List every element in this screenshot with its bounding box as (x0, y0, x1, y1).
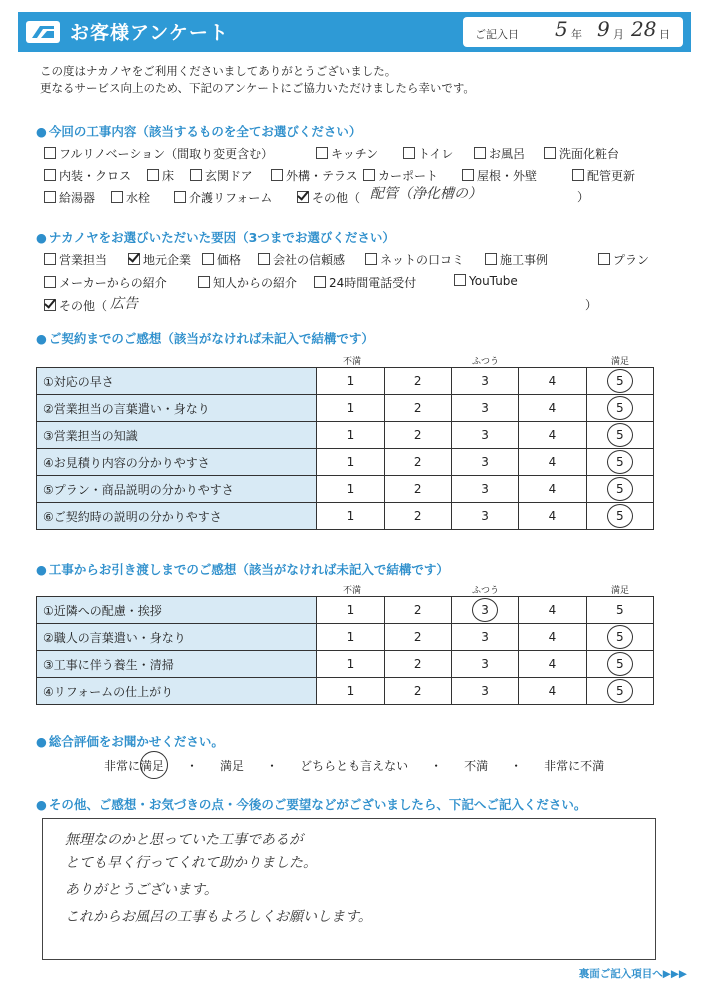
checkbox[interactable] (44, 147, 56, 159)
rating-option-1[interactable] (317, 597, 384, 624)
rating-option-2[interactable] (384, 651, 451, 678)
checkbox[interactable] (44, 276, 56, 288)
comment-box[interactable] (42, 818, 656, 960)
checkbox[interactable] (403, 147, 415, 159)
rating-number: 3 (481, 455, 489, 469)
comment-line: とても早く行ってくれて助かりました。 (65, 855, 317, 871)
rating-number: 5 (615, 428, 624, 442)
rating-option-4[interactable] (519, 368, 586, 395)
overall-option[interactable]: どちらとも言えない (300, 759, 409, 773)
rating-number: 5 (615, 374, 624, 388)
option-label: 24時間電話受付 (329, 276, 417, 290)
date-year-unit: 年 (571, 28, 582, 41)
checkbox[interactable] (462, 169, 474, 181)
rating-number: 4 (548, 401, 557, 415)
rating-number: 5 (615, 630, 624, 644)
selected-circle-mark (472, 598, 498, 622)
rating-number: 4 (548, 455, 557, 469)
rating-question: ③工事に伴う養生・清掃 (37, 651, 317, 678)
checkbox[interactable] (128, 253, 140, 265)
rating-number: 2 (413, 455, 422, 469)
rating-number: 1 (346, 684, 355, 698)
selected-circle-mark (607, 450, 633, 474)
rating-number: 5 (615, 657, 624, 671)
q4-scale-low: 不満 (343, 586, 362, 596)
rating-option-4[interactable] (519, 651, 586, 678)
selected-circle-mark (140, 751, 168, 779)
rating-option-4[interactable] (519, 624, 586, 651)
rating-option-1[interactable] (317, 422, 384, 449)
selected-circle-mark (607, 504, 633, 528)
selected-circle-mark (607, 396, 633, 420)
rating-row (37, 651, 654, 678)
option-label: 玄関ドア (205, 169, 253, 183)
rating-option-3[interactable] (451, 476, 518, 503)
q2-option[interactable] (454, 274, 518, 288)
q1-option[interactable] (147, 167, 174, 184)
q2-option[interactable] (314, 274, 416, 291)
rating-number: 5 (615, 482, 624, 496)
q4-scale-high: 満足 (611, 586, 630, 596)
option-label: ネットの口コミ (380, 253, 465, 267)
option-label: 給湯器 (59, 191, 96, 205)
rating-question: ⑥ご契約時の説明の分かりやすさ (37, 503, 317, 530)
rating-question: ④お見積り内容の分かりやすさ (37, 449, 317, 476)
q2-option[interactable] (598, 251, 649, 268)
q2-option[interactable] (365, 251, 464, 268)
option-label: 会社の信頼感 (273, 253, 346, 267)
rating-number: 1 (346, 657, 355, 671)
rating-number: 2 (413, 684, 422, 698)
selected-circle-mark (607, 625, 633, 649)
q3-scale-low: 不満 (343, 357, 362, 367)
q1-option[interactable] (572, 167, 635, 184)
rating-option-5[interactable] (586, 449, 653, 476)
rating-question: ④リフォームの仕上がり (37, 678, 317, 705)
rating-row (37, 597, 654, 624)
q1-option[interactable] (544, 145, 619, 162)
rating-number: 2 (413, 374, 422, 388)
rating-number: 2 (413, 428, 422, 442)
q1-title: ● 今回の工事内容（該当するものを全てお選びください） (36, 122, 361, 140)
rating-option-1[interactable] (317, 651, 384, 678)
rating-option-4[interactable] (519, 678, 586, 705)
next-page-link[interactable]: 裏面ご記入項目へ▶▶▶ (578, 968, 687, 980)
rating-number: 2 (413, 603, 422, 617)
rating-question: ①近隣への配慮・挨拶 (37, 597, 317, 624)
option-label: カーポート (378, 169, 439, 183)
intro-line: この度はナカノヤをご利用くださいましてありがとうございました。 (40, 64, 397, 78)
rating-number: 3 (481, 684, 489, 698)
intro-line: 更なるサービス向上のため、下記のアンケートにご協力いただけましたら幸いです。 (40, 81, 475, 95)
checkbox[interactable] (174, 191, 186, 203)
logo-icon (26, 21, 60, 43)
selected-circle-mark (607, 369, 633, 393)
rating-option-1[interactable] (317, 476, 384, 503)
rating-option-2[interactable] (384, 422, 451, 449)
q1-option[interactable] (44, 189, 95, 206)
rating-number: 5 (615, 603, 624, 617)
option-label: フルリノベーション（間取り変更含む） (59, 147, 274, 161)
rating-number: 4 (548, 428, 557, 442)
rating-option-5[interactable] (586, 597, 653, 624)
rating-option-3[interactable] (451, 678, 518, 705)
q1-option[interactable] (174, 189, 272, 206)
rating-question: ③営業担当の知識 (37, 422, 317, 449)
rating-option-3[interactable] (451, 395, 518, 422)
intro-text (40, 63, 475, 97)
rating-option-2[interactable] (384, 368, 451, 395)
checkbox[interactable] (44, 253, 56, 265)
checkbox[interactable] (258, 253, 270, 265)
q2-option[interactable] (485, 251, 548, 268)
rating-option-2[interactable] (384, 597, 451, 624)
checkbox[interactable] (485, 253, 497, 265)
q1-other-text: 配管（浄化槽の） (370, 186, 482, 202)
option-label: 外構・テラス (286, 169, 358, 183)
q1-option[interactable] (44, 145, 273, 162)
q1-option[interactable] (474, 145, 525, 162)
rating-option-3[interactable] (451, 368, 518, 395)
checkbox[interactable] (454, 274, 466, 286)
option-label: お風呂 (489, 147, 526, 161)
checkbox[interactable] (111, 191, 123, 203)
date-label: ご記入日 (475, 28, 519, 41)
checkbox[interactable] (544, 147, 556, 159)
checkbox[interactable] (271, 169, 283, 181)
option-label: 地元企業 (143, 253, 192, 267)
page-title: お客様アンケート (70, 22, 229, 44)
option-label: 内装・クロス (59, 169, 132, 183)
rating-option-3[interactable] (451, 624, 518, 651)
separator: ・ (430, 759, 443, 773)
option-label: キッチン (331, 147, 379, 161)
rating-number: 3 (481, 374, 489, 388)
rating-option-5[interactable] (586, 476, 653, 503)
q2-option[interactable] (128, 251, 191, 268)
checkbox[interactable] (363, 169, 375, 181)
option-label: メーカーからの紹介 (59, 276, 167, 290)
option-label: プラン (613, 253, 650, 267)
rating-number: 4 (548, 482, 557, 496)
q1-option[interactable] (271, 167, 358, 184)
rating-option-5[interactable] (586, 624, 653, 651)
rating-number: 2 (413, 657, 422, 671)
option-label: 営業担当 (59, 253, 108, 267)
rating-number: 1 (346, 603, 355, 617)
rating-number: 3 (481, 401, 489, 415)
checkbox[interactable] (297, 191, 309, 203)
rating-option-4[interactable] (519, 449, 586, 476)
q1-option[interactable] (44, 167, 131, 184)
q1-option[interactable] (403, 145, 453, 162)
checkbox[interactable] (198, 276, 210, 288)
date-month: 9 (597, 17, 610, 41)
overall-option[interactable]: 非常に満足 (104, 757, 164, 774)
rating-number: 1 (346, 455, 355, 469)
rating-option-5[interactable] (586, 395, 653, 422)
date-field[interactable] (463, 17, 683, 47)
checkbox[interactable] (44, 299, 56, 311)
rating-number: 1 (346, 630, 355, 644)
rating-row (37, 624, 654, 651)
rating-number: 1 (346, 374, 355, 388)
q6-title: ● その他、ご感想・お気づきの点・今後のご要望などがございましたら、下記へご記入ください。 (36, 795, 586, 813)
option-label: 配管更新 (587, 169, 636, 183)
rating-option-4[interactable] (519, 503, 586, 530)
header-bar (18, 12, 691, 52)
option-label: 知人からの紹介 (213, 276, 298, 290)
q3-title: ● ご契約までのご感想（該当がなければ未記入で結構です） (36, 329, 374, 347)
checkbox[interactable] (147, 169, 159, 181)
rating-number: 2 (413, 509, 422, 523)
q2-other-text: 広告 (110, 296, 138, 312)
rating-number: 3 (481, 509, 489, 523)
checkbox[interactable] (190, 169, 202, 181)
overall-option[interactable]: 非常に不満 (544, 759, 605, 773)
rating-number: 5 (615, 684, 624, 698)
rating-option-1[interactable] (317, 368, 384, 395)
rating-number: 3 (481, 630, 489, 644)
checkbox[interactable] (316, 147, 328, 159)
q2-other-close: ） (585, 298, 598, 312)
rating-number: 1 (346, 509, 355, 523)
option-label: 洗面化粧台 (559, 147, 620, 161)
rating-row (37, 476, 654, 503)
date-month-unit: 月 (613, 28, 624, 41)
rating-number: 3 (481, 428, 489, 442)
selected-circle-mark (607, 423, 633, 447)
date-day-unit: 日 (659, 28, 670, 41)
option-label: 床 (162, 169, 175, 183)
overall-rating-options (104, 757, 604, 774)
q1-option[interactable] (462, 167, 537, 184)
q3-rating-table (36, 367, 654, 530)
rating-option-2[interactable] (384, 395, 451, 422)
checkbox[interactable] (474, 147, 486, 159)
rating-option-2[interactable] (384, 449, 451, 476)
rating-number: 3 (481, 603, 489, 617)
rating-row (37, 678, 654, 705)
rating-option-2[interactable] (384, 503, 451, 530)
rating-row (37, 449, 654, 476)
q2-option[interactable] (198, 274, 297, 291)
option-label: 施工事例 (500, 253, 549, 267)
option-label: 屋根・外壁 (477, 169, 538, 183)
rating-number: 4 (548, 509, 557, 523)
comment-line: ありがとうございます。 (65, 882, 218, 898)
q1-option[interactable] (111, 189, 150, 206)
rating-option-3[interactable] (451, 597, 518, 624)
q4-rating-table (36, 596, 654, 705)
rating-row (37, 395, 654, 422)
checkbox[interactable] (44, 169, 56, 181)
q3-scale-mid: ふつう (472, 357, 500, 367)
rating-question: ①対応の早さ (37, 368, 317, 395)
q1-other-close: ） (577, 190, 590, 204)
rating-number: 5 (615, 509, 624, 523)
q2-option[interactable] (44, 297, 107, 314)
q1-option[interactable] (316, 145, 378, 162)
q4-scale-mid: ふつう (472, 586, 500, 596)
rating-option-4[interactable] (519, 395, 586, 422)
rating-number: 5 (615, 401, 624, 415)
rating-option-1[interactable] (317, 395, 384, 422)
option-label: その他（ (59, 299, 108, 313)
selected-circle-mark (607, 679, 633, 703)
rating-row (37, 422, 654, 449)
separator: ・ (266, 759, 279, 773)
rating-row (37, 368, 654, 395)
date-day: 28 (631, 17, 657, 41)
date-year: 5 (555, 17, 568, 41)
rating-option-5[interactable] (586, 422, 653, 449)
q2-option[interactable] (202, 251, 241, 268)
rating-number: 4 (548, 657, 557, 671)
rating-option-2[interactable] (384, 476, 451, 503)
checkbox[interactable] (314, 276, 326, 288)
q2-title: ● ナカノヤをお選びいただいた要因（3つまでお選びください） (36, 228, 395, 246)
rating-option-3[interactable] (451, 651, 518, 678)
rating-option-1[interactable] (317, 678, 384, 705)
q1-option[interactable] (190, 167, 253, 184)
rating-option-1[interactable] (317, 503, 384, 530)
checkbox[interactable] (572, 169, 584, 181)
rating-option-3[interactable] (451, 503, 518, 530)
rating-number: 2 (413, 401, 422, 415)
q2-option[interactable] (44, 274, 167, 291)
rating-option-3[interactable] (451, 449, 518, 476)
rating-option-2[interactable] (384, 624, 451, 651)
rating-number: 4 (548, 374, 557, 388)
rating-row (37, 503, 654, 530)
rating-option-5[interactable] (586, 651, 653, 678)
comment-line: これからお風呂の工事もよろしくお願いします。 (65, 909, 372, 925)
checkbox[interactable] (44, 191, 56, 203)
rating-number: 4 (548, 630, 557, 644)
q1-option[interactable] (363, 167, 438, 184)
q1-option[interactable] (297, 189, 360, 206)
rating-option-4[interactable] (519, 422, 586, 449)
rating-question: ②職人の言葉遣い・身なり (37, 624, 317, 651)
rating-option-1[interactable] (317, 449, 384, 476)
rating-option-5[interactable] (586, 503, 653, 530)
q5-title: ● 総合評価をお聞かせください。 (36, 732, 224, 750)
selected-circle-mark (607, 477, 633, 501)
checkbox[interactable] (598, 253, 610, 265)
rating-number: 4 (548, 684, 557, 698)
selected-circle-mark (607, 652, 633, 676)
option-label: 価格 (217, 253, 242, 267)
rating-number: 2 (413, 482, 422, 496)
rating-number: 3 (481, 657, 489, 671)
rating-option-1[interactable] (317, 624, 384, 651)
rating-option-2[interactable] (384, 678, 451, 705)
rating-question: ⑤プラン・商品説明の分かりやすさ (37, 476, 317, 503)
rating-number: 3 (481, 482, 489, 496)
rating-option-4[interactable] (519, 476, 586, 503)
option-label: トイレ (418, 147, 454, 161)
comment-line: 無理なのかと思っていた工事であるが (65, 832, 303, 848)
rating-number: 4 (548, 603, 557, 617)
option-label: 水栓 (126, 191, 151, 205)
rating-option-5[interactable] (586, 368, 653, 395)
rating-question: ②営業担当の言葉遣い・身なり (37, 395, 317, 422)
separator: ・ (186, 759, 199, 773)
rating-option-5[interactable] (586, 678, 653, 705)
option-label: 介護リフォーム (189, 191, 273, 205)
rating-number: 5 (615, 455, 624, 469)
separator: ・ (510, 759, 523, 773)
option-label: YouTube (469, 274, 518, 288)
rating-number: 1 (346, 428, 355, 442)
option-label: その他（ (312, 191, 361, 205)
checkbox[interactable] (365, 253, 377, 265)
rating-number: 1 (346, 401, 355, 415)
rating-number: 2 (413, 630, 422, 644)
q2-option[interactable] (44, 251, 107, 268)
q3-scale-high: 満足 (611, 357, 630, 367)
rating-number: 1 (346, 482, 355, 496)
checkbox[interactable] (202, 253, 214, 265)
rating-option-3[interactable] (451, 422, 518, 449)
overall-option[interactable]: 不満 (464, 759, 489, 773)
q2-option[interactable] (258, 251, 345, 268)
rating-option-4[interactable] (519, 597, 586, 624)
q4-title: ● 工事からお引き渡しまでのご感想（該当がなければ未記入で結構です） (36, 560, 449, 578)
overall-option[interactable]: 満足 (220, 759, 245, 773)
